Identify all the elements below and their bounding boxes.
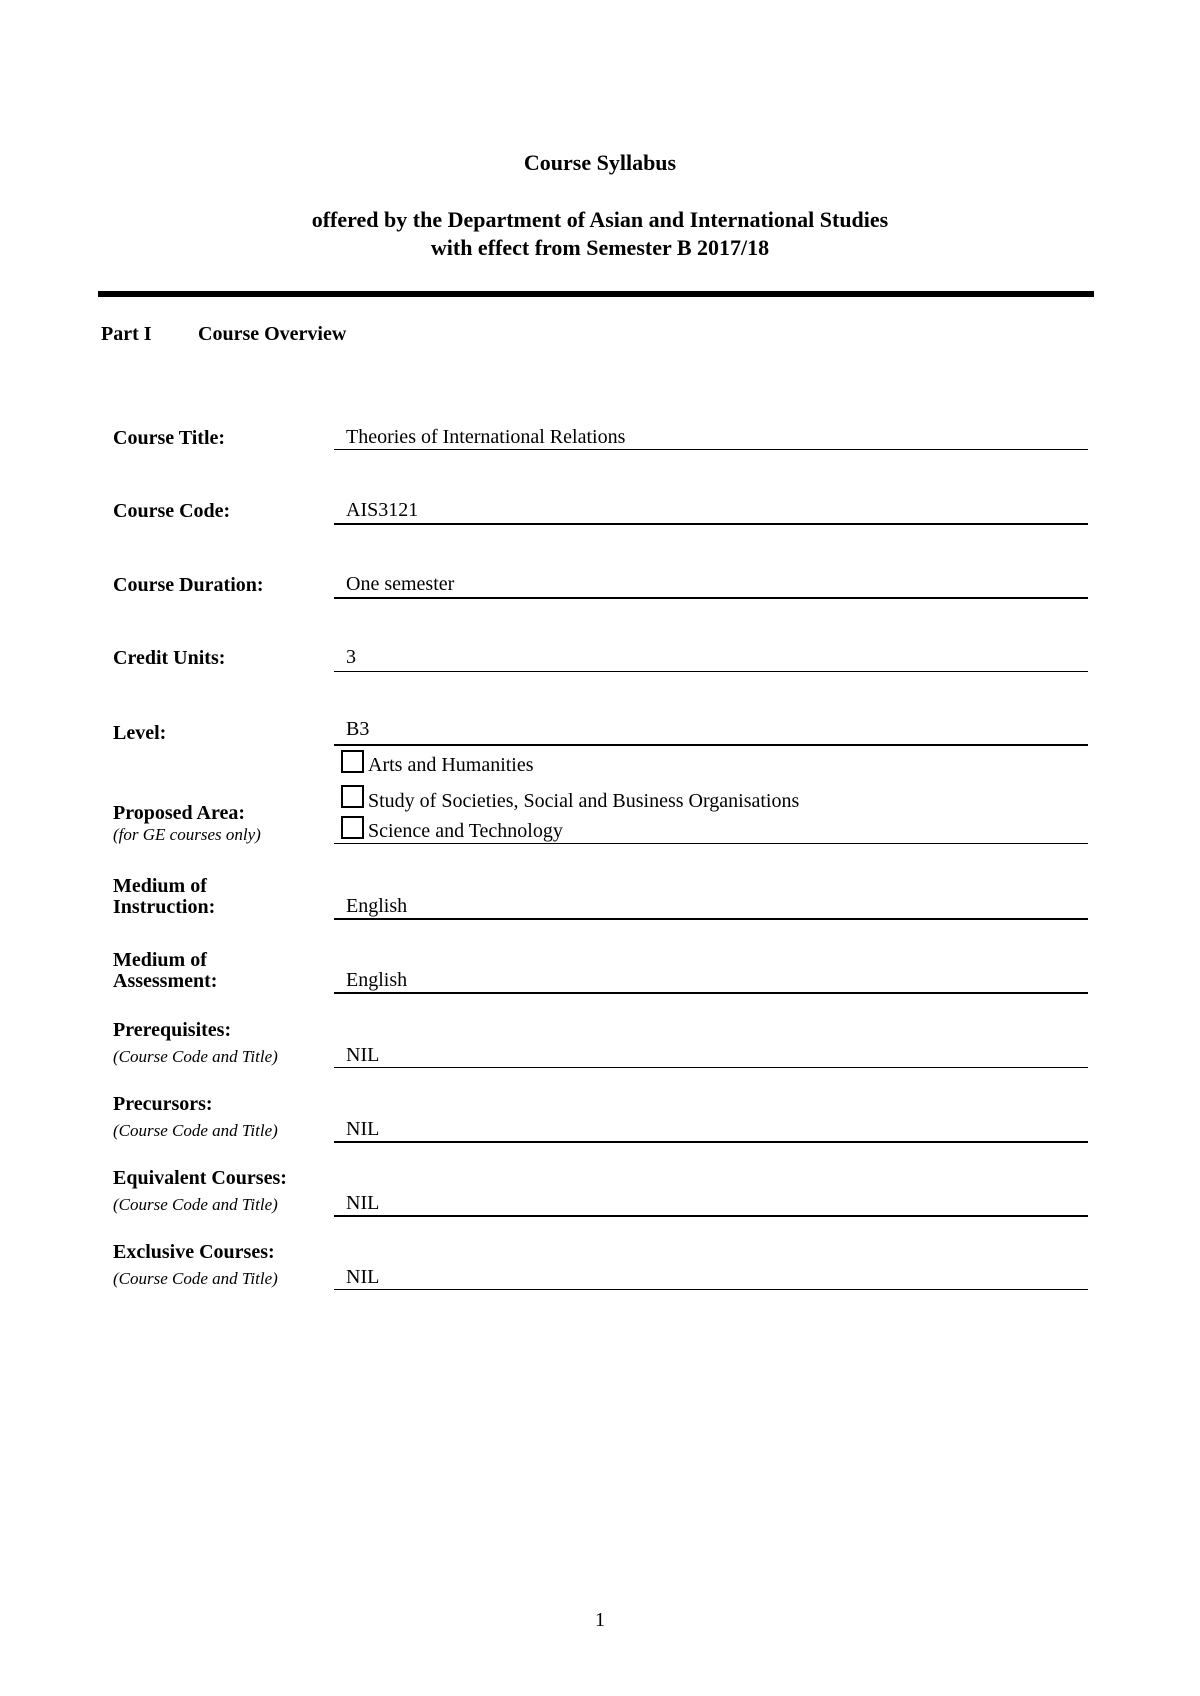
prerequisites-label: Prerequisites:	[113, 1019, 232, 1041]
instruction-label-line1: Medium of	[113, 875, 207, 897]
course-duration-label: Course Duration:	[113, 574, 264, 596]
precursors-value: NIL	[346, 1118, 380, 1140]
level-underline	[334, 744, 1088, 746]
level-label: Level:	[113, 722, 167, 744]
credit-units-value: 3	[346, 646, 356, 668]
equivalent-underline	[334, 1215, 1088, 1217]
course-title-label: Course Title:	[113, 427, 226, 449]
precursors-label: Precursors:	[113, 1093, 213, 1115]
page-number: 1	[595, 1609, 605, 1631]
prerequisites-note: (Course Code and Title)	[113, 1047, 278, 1066]
prerequisites-underline	[334, 1067, 1088, 1068]
equivalent-label: Equivalent Courses:	[113, 1167, 287, 1189]
equivalent-value: NIL	[346, 1192, 380, 1214]
instruction-value: English	[346, 895, 408, 917]
assessment-underline	[334, 992, 1088, 994]
proposed-area-note: (for GE courses only)	[113, 825, 261, 844]
instruction-label-line2: Instruction:	[113, 896, 216, 918]
area-checkbox-arts[interactable]	[341, 750, 364, 773]
precursors-note: (Course Code and Title)	[113, 1121, 278, 1140]
course-duration-value: One semester	[346, 573, 455, 595]
course-code-label: Course Code:	[113, 500, 231, 522]
exclusive-value: NIL	[346, 1266, 380, 1288]
effective-line: with effect from Semester B 2017/18	[430, 235, 770, 260]
course-title-underline	[334, 449, 1088, 450]
area-option-societies: Study of Societies, Social and Business Organisations	[368, 790, 800, 812]
exclusive-underline	[334, 1289, 1088, 1290]
exclusive-note: (Course Code and Title)	[113, 1269, 278, 1288]
assessment-value: English	[346, 969, 408, 991]
instruction-underline	[334, 918, 1088, 920]
precursors-underline	[334, 1141, 1088, 1143]
assessment-label-line2: Assessment:	[113, 970, 218, 992]
area-checkbox-societies[interactable]	[341, 785, 364, 808]
credit-units-label: Credit Units:	[113, 647, 226, 669]
course-title-value: Theories of International Relations	[346, 426, 626, 448]
exclusive-label: Exclusive Courses:	[113, 1241, 275, 1263]
equivalent-note: (Course Code and Title)	[113, 1195, 278, 1214]
part-title: Course Overview	[198, 323, 347, 345]
area-option-science: Science and Technology	[368, 820, 563, 842]
part-number: Part I	[101, 323, 152, 345]
header-divider	[98, 291, 1094, 297]
department-line: offered by the Department of Asian and International Studies	[311, 207, 889, 232]
credit-units-underline	[334, 671, 1088, 672]
proposed-area-underline	[334, 843, 1088, 844]
proposed-area-label: Proposed Area:	[113, 802, 246, 824]
course-duration-underline	[334, 597, 1088, 599]
course-code-value: AIS3121	[346, 499, 419, 521]
page-title: Course Syllabus	[523, 150, 677, 175]
course-code-underline	[334, 523, 1088, 525]
area-option-arts: Arts and Humanities	[368, 754, 534, 776]
area-checkbox-science[interactable]	[341, 816, 364, 839]
prerequisites-value: NIL	[346, 1044, 380, 1066]
assessment-label-line1: Medium of	[113, 949, 207, 971]
level-value: B3	[346, 718, 370, 740]
